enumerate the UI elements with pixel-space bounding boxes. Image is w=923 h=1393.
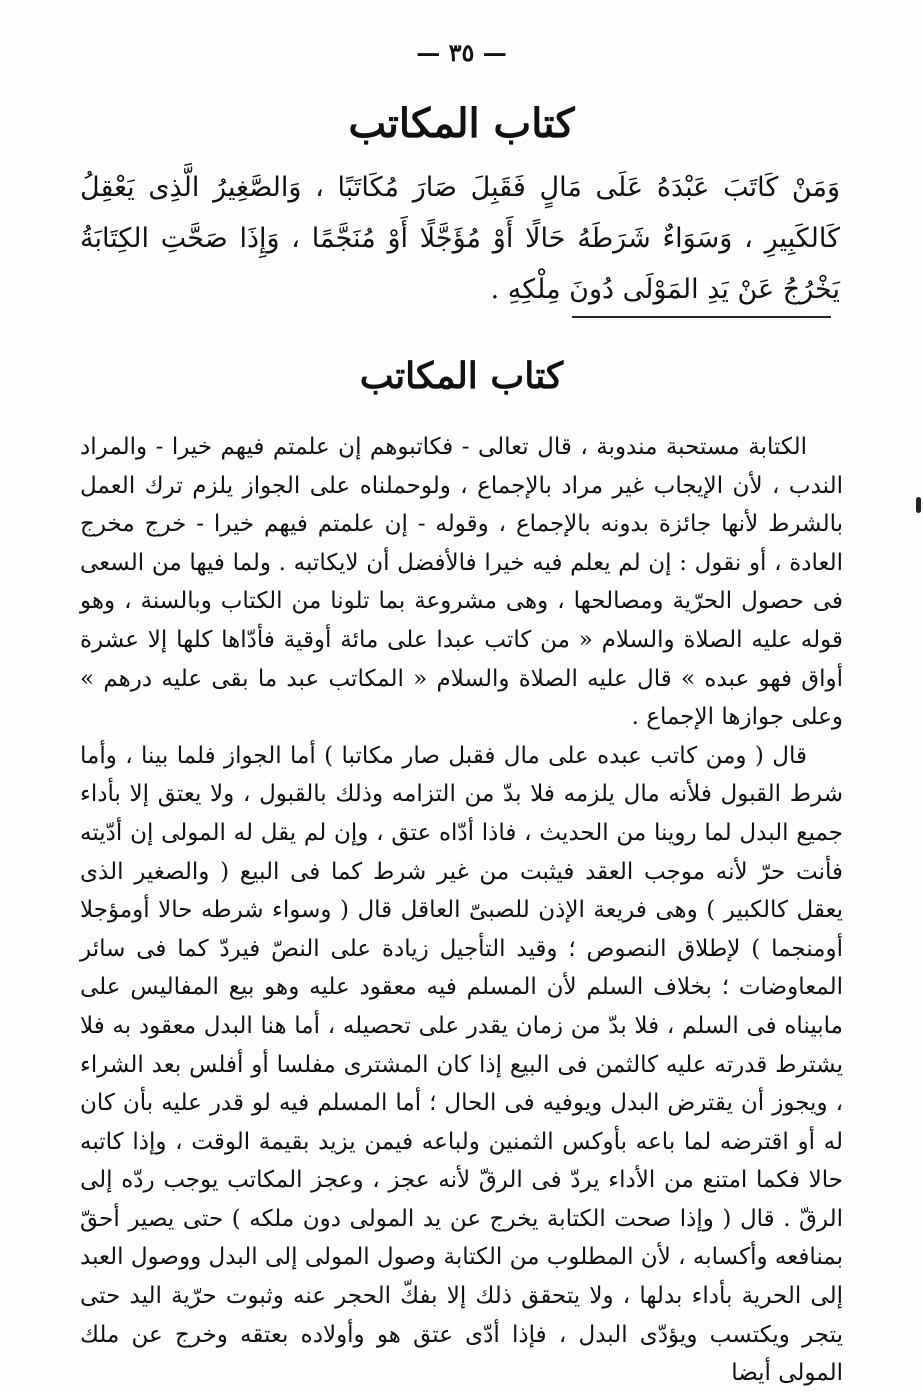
sharh-chapter-title: كتاب المكاتب bbox=[359, 355, 564, 397]
page-edge-mark bbox=[916, 497, 921, 513]
matn-text: وَمَنْ كَاتَبَ عَبْدَهُ عَلَى مَالٍ فَقَبِلَ صَارَ مُكَاتَبًا ، وَالصَّغِيرُ الَّذِى يَعْقِلُ كَالكَبِيرِ ، وَسَوَاءٌ شَرَطَهُ حَالًا أَوْ مُؤَجَّلًا أَوْ مُنَجَّمًا ، وَإِذَا صَحَّتِ الكِتَابَةُ يَخْرُجُ عَنْ يَدِ المَوْلَى دُونَ مِلْكِهِ . bbox=[80, 172, 840, 305]
matn-chapter-title: كتاب المكاتب bbox=[348, 100, 575, 147]
section-divider bbox=[572, 316, 831, 318]
commentary-paragraph: الكتابة مستحبة مندوبة ، قال تعالى - فكاتبوهم إن علمتم فيهم خيرا - والمراد الندب ، لأن الإيجاب غير مراد بالإجماع ، ولوحملناه على الجواز يلزم ترك العمل بالشرط لأنها جائزة بدونه بالإجماع ، وقوله - إن علمتم فيهم خيرا - خرج مخرج العادة ، أو نقول : إن لم يعلم فيه خيرا فالأفضل أن لايكاتبه . ولما فيها من السعى فى حصول الحرّية ومصالحها ، وهى مشروعة بما تلونا من الكتاب وبالسنة ، وهو قوله عليه الصلاة والسلام « من كاتب عبدا على مائة أوقية فأدّاها كلها إلا عشرة أواق فهو عبده » قال عليه الصلاة والسلام « المكاتب عبد ما بقى عليه درهم » وعلى جوازها الإجماع . bbox=[80, 434, 843, 731]
page-number: — ٣٥ — bbox=[416, 38, 507, 67]
commentary-paragraph: قال ( ومن كاتب عبده على مال فقبل صار مكاتبا ) أما الجواز فلما بينا ، وأما شرط القبول فلأنه مال يلزمه فلا بدّ من التزامه وذلك بالقبول ، ولا يعتق إلا بأداء جميع البدل لما روينا من الحديث ، فاذا أدّاه عتق ، وإن لم يقل له المولى إن أدّيته فأنت حرّ لأنه موجب العقد فيثبت من غير شرط كما فى البيع ( والصغير الذى يعقل كالكبير ) وهى فريعة الإذن للصبىّ العاقل قال ( وسواء شرطه حالا أومؤجلا أومنجما ) لإطلاق النصوص ؛ وقيد التأجيل زيادة على النصّ فيردّ كما فى سائر المعاوضات ؛ بخلاف السلم لأن المسلم فيه معقود عليه وهو بيع المفاليس على مابيناه فى السلم ، فلا بدّ من زمان يقدر على تحصيله ، أما هنا البدل معقود به فلا يشترط قدرته عليه كالثمن فى البيع إذا كان المشترى مفلسا أو أفلس بعد الشراء ، ويجوز أن يقترض البدل ويوفيه فى الحال ؛ أما المسلم فيه لو قدر عليه بأن كان له أو اقترضه لما باعه بأوكس الثمنين ولباعه فيمن يزيد بقيمة الوقت ، وإذا كاتبه حالا فكما امتنع من الأداء يردّ فى الرقّ لأنه عجز ، وعجز المكاتب يوجب ردّه إلى الرقّ . قال ( وإذا صحت الكتابة يخرج عن يد المولى دون ملكه ) حتى يصير أحقّ بمنافعه وأكسابه ، لأن المطلوب من الكتابة وصول المولى إلى البدل ووصول العبد إلى الحرية بأداء بدلها ، ولا يتحقق ذلك إلا بفكّ الحجر عنه وثبوت حرّية اليد حتى يتجر ويكتسب ويؤدّى البدل ، فإذا أدّى عتق هو وأولاده بعتقه وخرج عن ملك المولى أيضا bbox=[80, 742, 843, 1387]
commentary-body bbox=[80, 428, 843, 1393]
